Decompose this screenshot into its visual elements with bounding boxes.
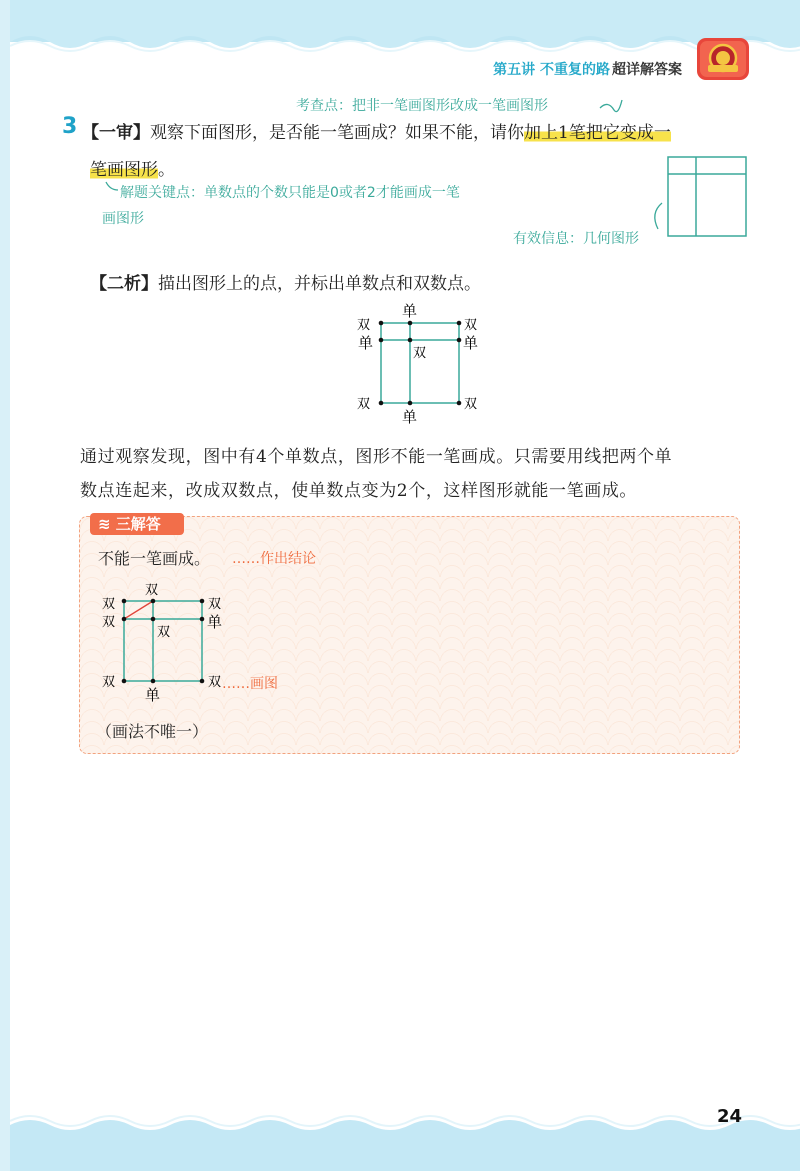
analysis-paragraph-line1: 通过观察发现，图中有4个单数点，图形不能一笔画成。只需要用线把两个单 [80,447,673,467]
key-point-pointer-icon [104,180,120,196]
label-top-left: 双 [357,318,371,333]
answer-label-bot-mid: 单 [145,686,161,704]
label-center: 双 [413,346,427,361]
analysis-text: 描出图形上的点，并标出单数点和双数点。 [158,274,481,294]
answer-label-top-right: 双 [208,597,222,612]
question-end: 。 [158,160,175,180]
question-text: 观察下面图形，是否能一笔画成？如果不能，请你 [150,123,524,143]
answer-label-top-mid: 双 [145,583,159,598]
label-mid-right: 单 [463,334,479,352]
question-highlight-1: 加上1笔把它变成一 [524,123,671,143]
analysis-figure [340,296,490,426]
note-exam-point: 考查点：把非一笔画图形改成一笔画图形 [296,98,548,114]
answer-conclusion: 不能一笔画成。 [98,549,211,568]
question-highlight-2: 笔画图形 [90,160,158,180]
medal-logo-icon [696,36,750,82]
label-top-right: 双 [464,318,478,333]
question-number: 3 [62,114,78,139]
answer-figure [90,576,240,706]
note-draw: ……画图 [222,676,278,692]
answer-label-top-left: 双 [102,597,116,612]
note-valid-info: 有效信息：几何图形 [513,231,639,247]
label-top-mid: 单 [402,302,418,320]
note-key-point-line1: 解题关键点：单数点的个数只能是0或者2才能画成一笔 [120,185,460,201]
question-line-2 [90,155,175,180]
question-line-1 [82,118,671,143]
label-bot-mid: 单 [402,408,418,426]
page-number: 24 [716,1106,742,1127]
note-pointer-icon [598,96,624,120]
analysis-paragraph-line2: 数点连起来，改成双数点，使单数点变为2个，这样图形就能一笔画成。 [80,481,638,501]
label-bot-left: 双 [357,397,371,412]
tag-erxi: 【二析】 [90,274,158,294]
note-conclusion: ……作出结论 [232,551,316,567]
tag-yishen: 【一审】 [82,123,150,143]
added-red-line [124,601,153,619]
answer-label-bot-right: 双 [208,675,222,690]
note-key-point-line2: 画图形 [102,211,144,227]
chapter-title: 第五讲 不重复的路 [493,62,610,78]
analysis-line [90,269,481,294]
header-subtitle: 超详解答案 [612,62,682,78]
answer-label-bot-left: 双 [102,675,116,690]
answer-label-mid-left: 双 [102,615,116,630]
question-figure [640,155,750,245]
answer-label-mid-right: 单 [207,613,223,631]
answer-label-center: 双 [157,625,171,640]
textbook-page [10,0,800,1171]
answer-remark: （画法不唯一） [96,722,209,741]
label-bot-right: 双 [464,397,478,412]
bottom-wave-band [10,1085,800,1171]
label-mid-left: 单 [358,334,374,352]
answer-tag: ≋ 三解答 [90,513,184,535]
